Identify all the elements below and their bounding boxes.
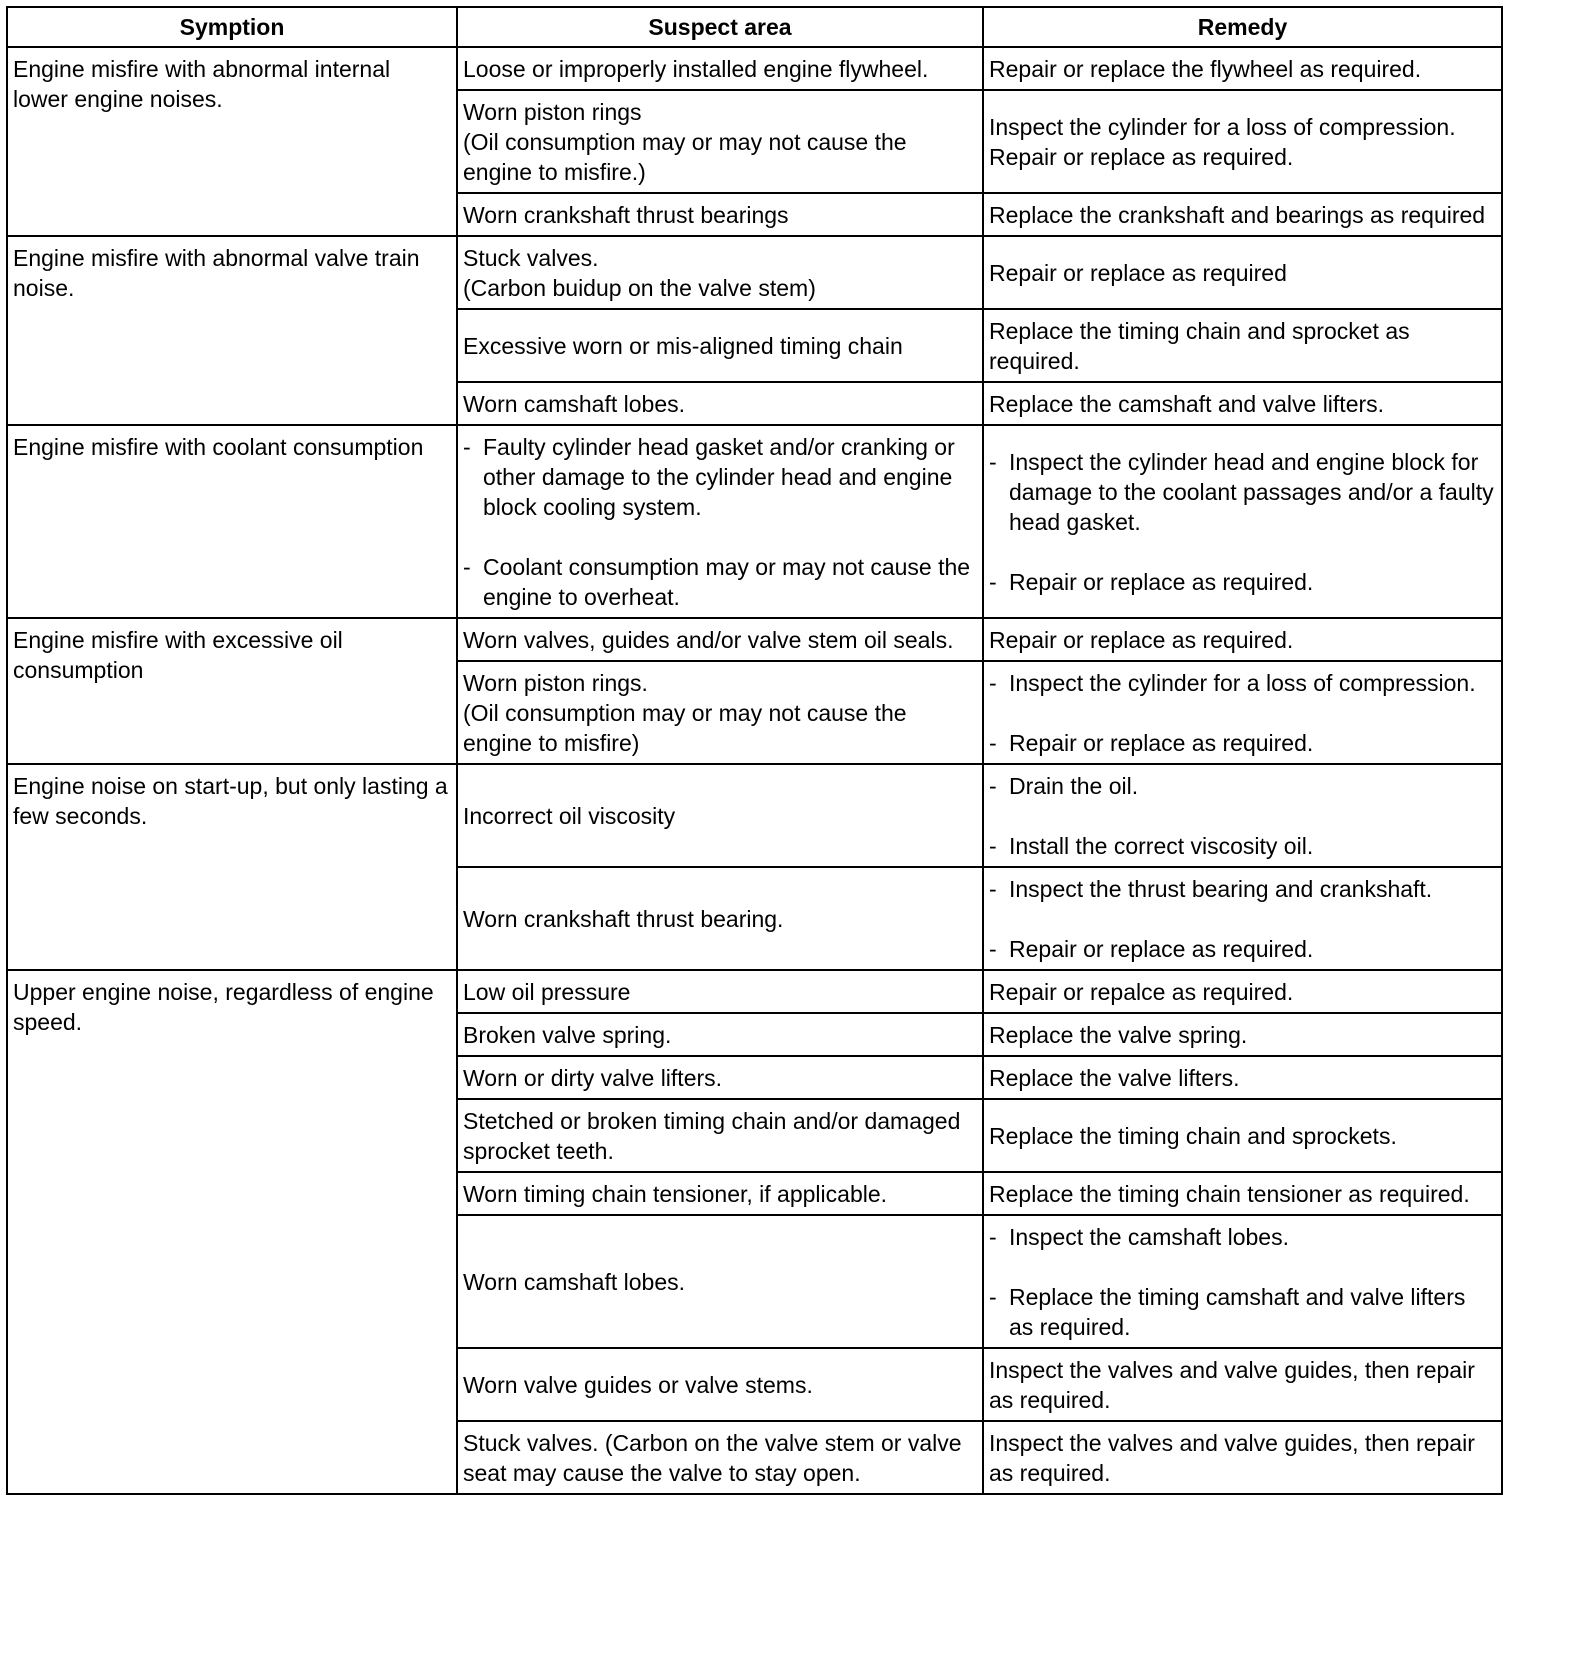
suspect-text: Loose or improperly installed engine flywheel. xyxy=(463,56,929,82)
suspect-text: Excessive worn or mis-aligned timing chain xyxy=(463,333,903,359)
remedy-bullet-item xyxy=(989,934,1496,964)
dash-bullet-icon: - xyxy=(989,1284,997,1310)
remedy-text: Replace the crankshaft and bearings as required xyxy=(989,202,1486,228)
suspect-text: Worn piston rings. xyxy=(463,670,648,696)
remedy-cell xyxy=(983,47,1502,90)
troubleshooting-table xyxy=(6,6,1503,1495)
suspect-bullet-text: Faulty cylinder head gasket and/or cranking or other damage to the cylinder head and engine block cooling system. xyxy=(483,434,955,520)
remedy-bullet-text: Inspect the cylinder head and engine block for damage to the coolant passages and/or a faulty head gasket. xyxy=(1009,449,1494,535)
suspect-text: Worn camshaft lobes. xyxy=(463,391,686,417)
dash-bullet-icon: - xyxy=(989,833,997,859)
remedy-bullet-text: Inspect the cylinder for a loss of compression. xyxy=(1009,670,1476,696)
suspect-cell xyxy=(457,1013,983,1056)
remedy-cell xyxy=(983,309,1502,382)
suspect-cell xyxy=(457,193,983,236)
remedy-bullet-text: Install the correct viscosity oil. xyxy=(1009,833,1314,859)
remedy-text: Inspect the valves and valve guides, then repair as required. xyxy=(989,1357,1475,1413)
remedy-cell xyxy=(983,382,1502,425)
remedy-cell xyxy=(983,1013,1502,1056)
dash-bullet-icon: - xyxy=(989,449,997,475)
remedy-cell xyxy=(983,1172,1502,1215)
suspect-cell xyxy=(457,1421,983,1494)
remedy-text: Repair or replace the flywheel as required. xyxy=(989,56,1422,82)
remedy-bullet-item xyxy=(989,831,1496,861)
suspect-cell xyxy=(457,661,983,764)
suspect-text: Low oil pressure xyxy=(463,979,631,1005)
dash-bullet-icon: - xyxy=(989,773,997,799)
remedy-cell xyxy=(983,1421,1502,1494)
suspect-text: Incorrect oil viscosity xyxy=(463,803,676,829)
symptom-cell: Engine noise on start-up, but only lasting a few seconds. xyxy=(7,764,457,970)
remedy-bullet-text: Repair or replace as required. xyxy=(1009,569,1314,595)
remedy-cell xyxy=(983,618,1502,661)
dash-bullet-icon: - xyxy=(989,1224,997,1250)
suspect-cell xyxy=(457,425,983,618)
suspect-cell xyxy=(457,1348,983,1421)
suspect-text: Stuck valves. xyxy=(463,245,599,271)
suspect-bullet-text: Coolant consumption may or may not cause the engine to overheat. xyxy=(483,554,971,610)
remedy-bullet-text: Repair or replace as required. xyxy=(1009,936,1314,962)
remedy-text: Replace the valve spring. xyxy=(989,1022,1248,1048)
remedy-cell xyxy=(983,193,1502,236)
suspect-text: Stuck valves. (Carbon on the valve stem or valve seat may cause the valve to stay open. xyxy=(463,1430,962,1486)
suspect-cell xyxy=(457,309,983,382)
table-row xyxy=(7,764,1502,867)
dash-bullet-icon: - xyxy=(463,434,471,460)
remedy-bullet-item xyxy=(989,1282,1496,1342)
suspect-text: Worn timing chain tensioner, if applicable. xyxy=(463,1181,888,1207)
suspect-cell xyxy=(457,867,983,970)
suspect-bullet-item xyxy=(463,552,977,612)
suspect-cell xyxy=(457,90,983,193)
remedy-text: Replace the timing chain tensioner as required. xyxy=(989,1181,1470,1207)
remedy-text: Replace the timing chain and sprockets. xyxy=(989,1123,1397,1149)
symptom-cell: Engine misfire with abnormal internal lower engine noises. xyxy=(7,47,457,236)
remedy-text: Repair or replace as required xyxy=(989,260,1287,286)
remedy-cell xyxy=(983,1099,1502,1172)
dash-bullet-icon: - xyxy=(989,730,997,756)
remedy-bullet-text: Replace the timing camshaft and valve lifters as required. xyxy=(1009,1284,1466,1340)
remedy-bullet-text: Inspect the camshaft lobes. xyxy=(1009,1224,1289,1250)
header-symptom: Symption xyxy=(7,7,457,47)
remedy-cell xyxy=(983,236,1502,309)
suspect-cell xyxy=(457,970,983,1013)
dash-bullet-icon: - xyxy=(989,936,997,962)
remedy-text: Inspect the valves and valve guides, then repair as required. xyxy=(989,1430,1475,1486)
remedy-bullet-item xyxy=(989,874,1496,904)
remedy-text: Repair or replace as required. xyxy=(989,144,1294,170)
remedy-cell xyxy=(983,970,1502,1013)
suspect-cell xyxy=(457,1056,983,1099)
remedy-text: Repair or repalce as required. xyxy=(989,979,1294,1005)
suspect-cell xyxy=(457,236,983,309)
remedy-bullet-item xyxy=(989,771,1496,801)
suspect-cell xyxy=(457,47,983,90)
remedy-text: Replace the camshaft and valve lifters. xyxy=(989,391,1385,417)
suspect-text: Worn piston rings xyxy=(463,99,642,125)
suspect-text: Worn crankshaft thrust bearings xyxy=(463,202,789,228)
table-row xyxy=(7,618,1502,661)
remedy-text: Inspect the cylinder for a loss of compression. xyxy=(989,114,1456,140)
suspect-text: (Carbon buidup on the valve stem) xyxy=(463,275,816,301)
remedy-bullet-item xyxy=(989,567,1496,597)
remedy-bullet-item xyxy=(989,1222,1496,1252)
suspect-text: Worn crankshaft thrust bearing. xyxy=(463,906,784,932)
suspect-bullet-item xyxy=(463,432,977,522)
header-remedy: Remedy xyxy=(983,7,1502,47)
dash-bullet-icon: - xyxy=(463,554,471,580)
remedy-bullet-item xyxy=(989,447,1496,537)
header-suspect-area: Suspect area xyxy=(457,7,983,47)
symptom-cell: Engine misfire with abnormal valve train noise. xyxy=(7,236,457,425)
dash-bullet-icon: - xyxy=(989,876,997,902)
remedy-cell xyxy=(983,90,1502,193)
table-row xyxy=(7,236,1502,309)
suspect-cell xyxy=(457,618,983,661)
suspect-text: Stetched or broken timing chain and/or damaged sprocket teeth. xyxy=(463,1108,961,1164)
remedy-cell xyxy=(983,425,1502,618)
header-row xyxy=(7,7,1502,47)
remedy-bullet-text: Drain the oil. xyxy=(1009,773,1139,799)
table-row xyxy=(7,47,1502,90)
suspect-cell xyxy=(457,764,983,867)
suspect-text: Worn camshaft lobes. xyxy=(463,1269,686,1295)
remedy-text: Replace the valve lifters. xyxy=(989,1065,1240,1091)
suspect-text: Worn valves, guides and/or valve stem oil seals. xyxy=(463,627,954,653)
remedy-cell xyxy=(983,1056,1502,1099)
suspect-text: Worn valve guides or valve stems. xyxy=(463,1372,813,1398)
table-row xyxy=(7,970,1502,1013)
remedy-text: Repair or replace as required. xyxy=(989,627,1294,653)
suspect-cell xyxy=(457,1099,983,1172)
suspect-cell xyxy=(457,382,983,425)
remedy-bullet-item xyxy=(989,728,1496,758)
suspect-text: (Oil consumption may or may not cause the engine to misfire.) xyxy=(463,129,907,185)
symptom-cell: Upper engine noise, regardless of engine speed. xyxy=(7,970,457,1494)
dash-bullet-icon: - xyxy=(989,670,997,696)
remedy-cell xyxy=(983,1348,1502,1421)
remedy-cell xyxy=(983,764,1502,867)
remedy-cell xyxy=(983,1215,1502,1348)
remedy-cell xyxy=(983,661,1502,764)
remedy-bullet-text: Repair or replace as required. xyxy=(1009,730,1314,756)
remedy-cell xyxy=(983,867,1502,970)
table-body xyxy=(7,47,1502,1494)
dash-bullet-icon: - xyxy=(989,569,997,595)
suspect-text: (Oil consumption may or may not cause the engine to misfire) xyxy=(463,700,907,756)
symptom-cell: Engine misfire with excessive oil consumption xyxy=(7,618,457,764)
suspect-text: Broken valve spring. xyxy=(463,1022,672,1048)
symptom-cell: Engine misfire with coolant consumption xyxy=(7,425,457,618)
suspect-text: Worn or dirty valve lifters. xyxy=(463,1065,723,1091)
table-row xyxy=(7,425,1502,618)
remedy-text: Replace the timing chain and sprocket as required. xyxy=(989,318,1410,374)
suspect-cell xyxy=(457,1172,983,1215)
suspect-cell xyxy=(457,1215,983,1348)
remedy-bullet-item xyxy=(989,668,1496,698)
remedy-bullet-text: Inspect the thrust bearing and crankshaft. xyxy=(1009,876,1433,902)
